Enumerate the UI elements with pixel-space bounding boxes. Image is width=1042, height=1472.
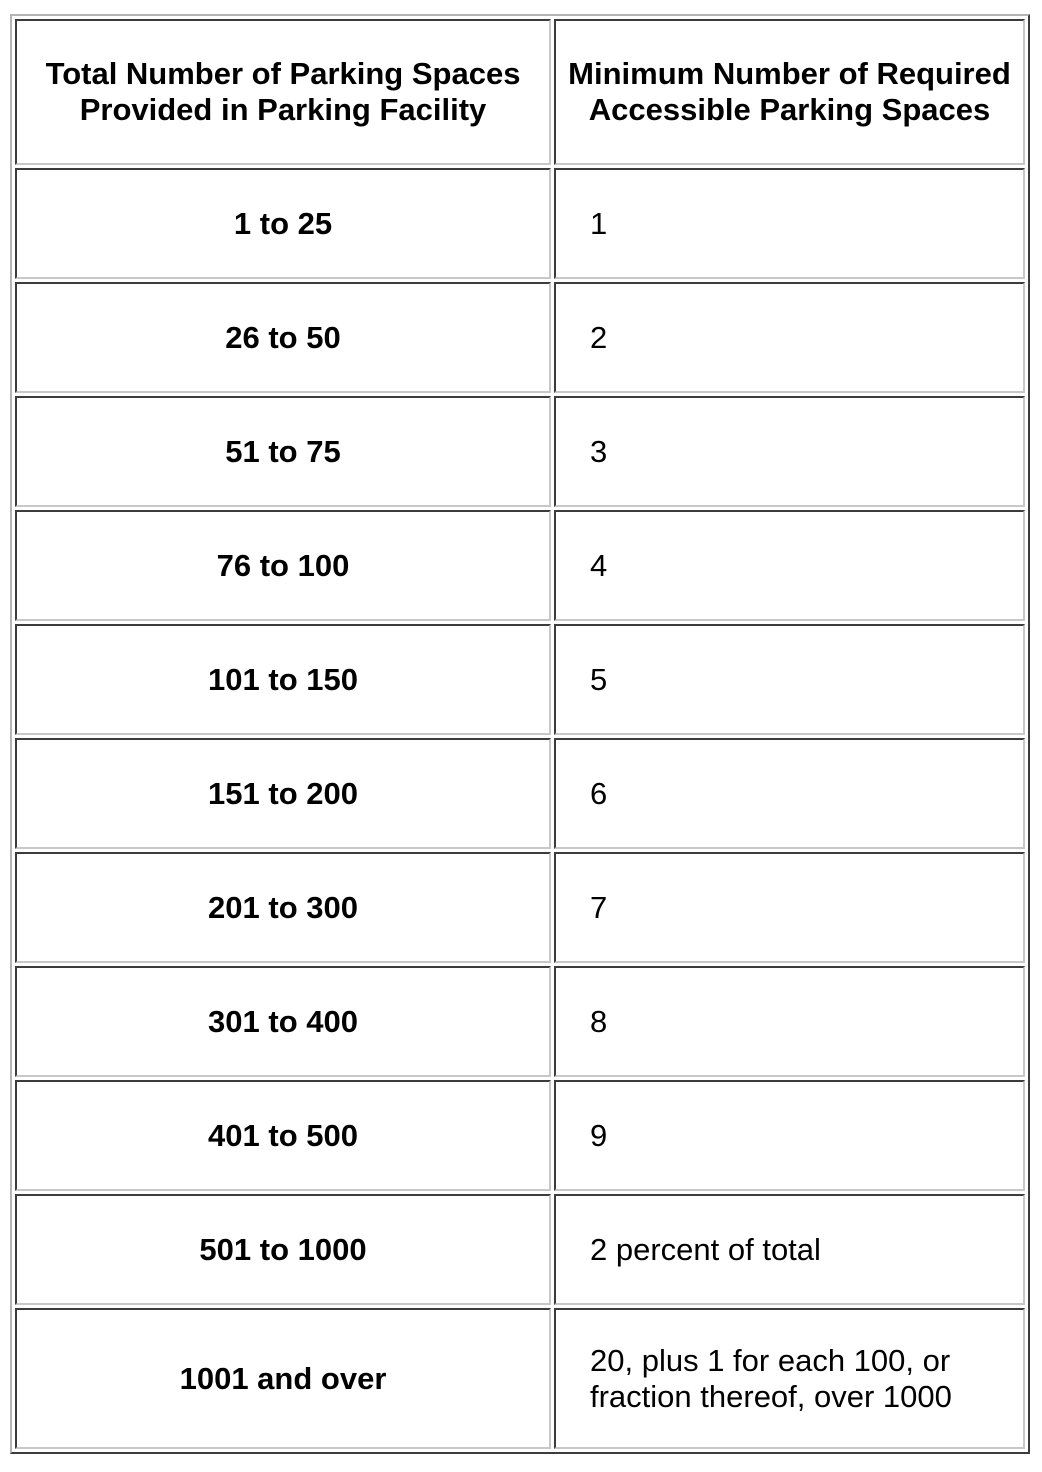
required-cell: 8 (554, 966, 1025, 1077)
range-cell: 101 to 150 (15, 624, 551, 735)
range-cell: 76 to 100 (15, 510, 551, 621)
header-required-spaces-line1: Minimum Number of Required (568, 56, 1011, 91)
range-cell: 151 to 200 (15, 738, 551, 849)
table-row (15, 1080, 1025, 1191)
table-row (15, 168, 1025, 279)
required-cell-line1: 20, plus 1 for each 100, or (590, 1342, 951, 1378)
table-row (15, 852, 1025, 963)
header-required-spaces (554, 19, 1025, 165)
required-cell: 4 (554, 510, 1025, 621)
table-row (15, 510, 1025, 621)
table-row (15, 396, 1025, 507)
header-total-spaces-line1: Total Number of Parking Spaces (45, 56, 521, 91)
required-cell: 6 (554, 738, 1025, 849)
table-row (15, 282, 1025, 393)
header-required-spaces-line2: Accessible Parking Spaces (588, 92, 991, 127)
table-row (15, 1308, 1025, 1449)
range-cell: 401 to 500 (15, 1080, 551, 1191)
range-cell: 51 to 75 (15, 396, 551, 507)
required-cell (554, 1308, 1025, 1449)
accessible-parking-table (10, 14, 1030, 1454)
required-cell: 2 percent of total (554, 1194, 1025, 1305)
required-cell: 3 (554, 396, 1025, 507)
table-row (15, 966, 1025, 1077)
table-row (15, 1194, 1025, 1305)
table-header-row (15, 19, 1025, 165)
required-cell: 1 (554, 168, 1025, 279)
table-row (15, 624, 1025, 735)
required-cell: 5 (554, 624, 1025, 735)
required-cell: 2 (554, 282, 1025, 393)
range-cell: 1 to 25 (15, 168, 551, 279)
header-total-spaces (15, 19, 551, 165)
range-cell: 201 to 300 (15, 852, 551, 963)
header-total-spaces-line2: Provided in Parking Facility (79, 92, 487, 127)
table-row (15, 738, 1025, 849)
required-cell: 9 (554, 1080, 1025, 1191)
range-cell: 301 to 400 (15, 966, 551, 1077)
required-cell: 7 (554, 852, 1025, 963)
range-cell: 26 to 50 (15, 282, 551, 393)
required-cell-line2: fraction thereof, over 1000 (590, 1378, 952, 1414)
range-cell: 1001 and over (15, 1308, 551, 1449)
range-cell: 501 to 1000 (15, 1194, 551, 1305)
